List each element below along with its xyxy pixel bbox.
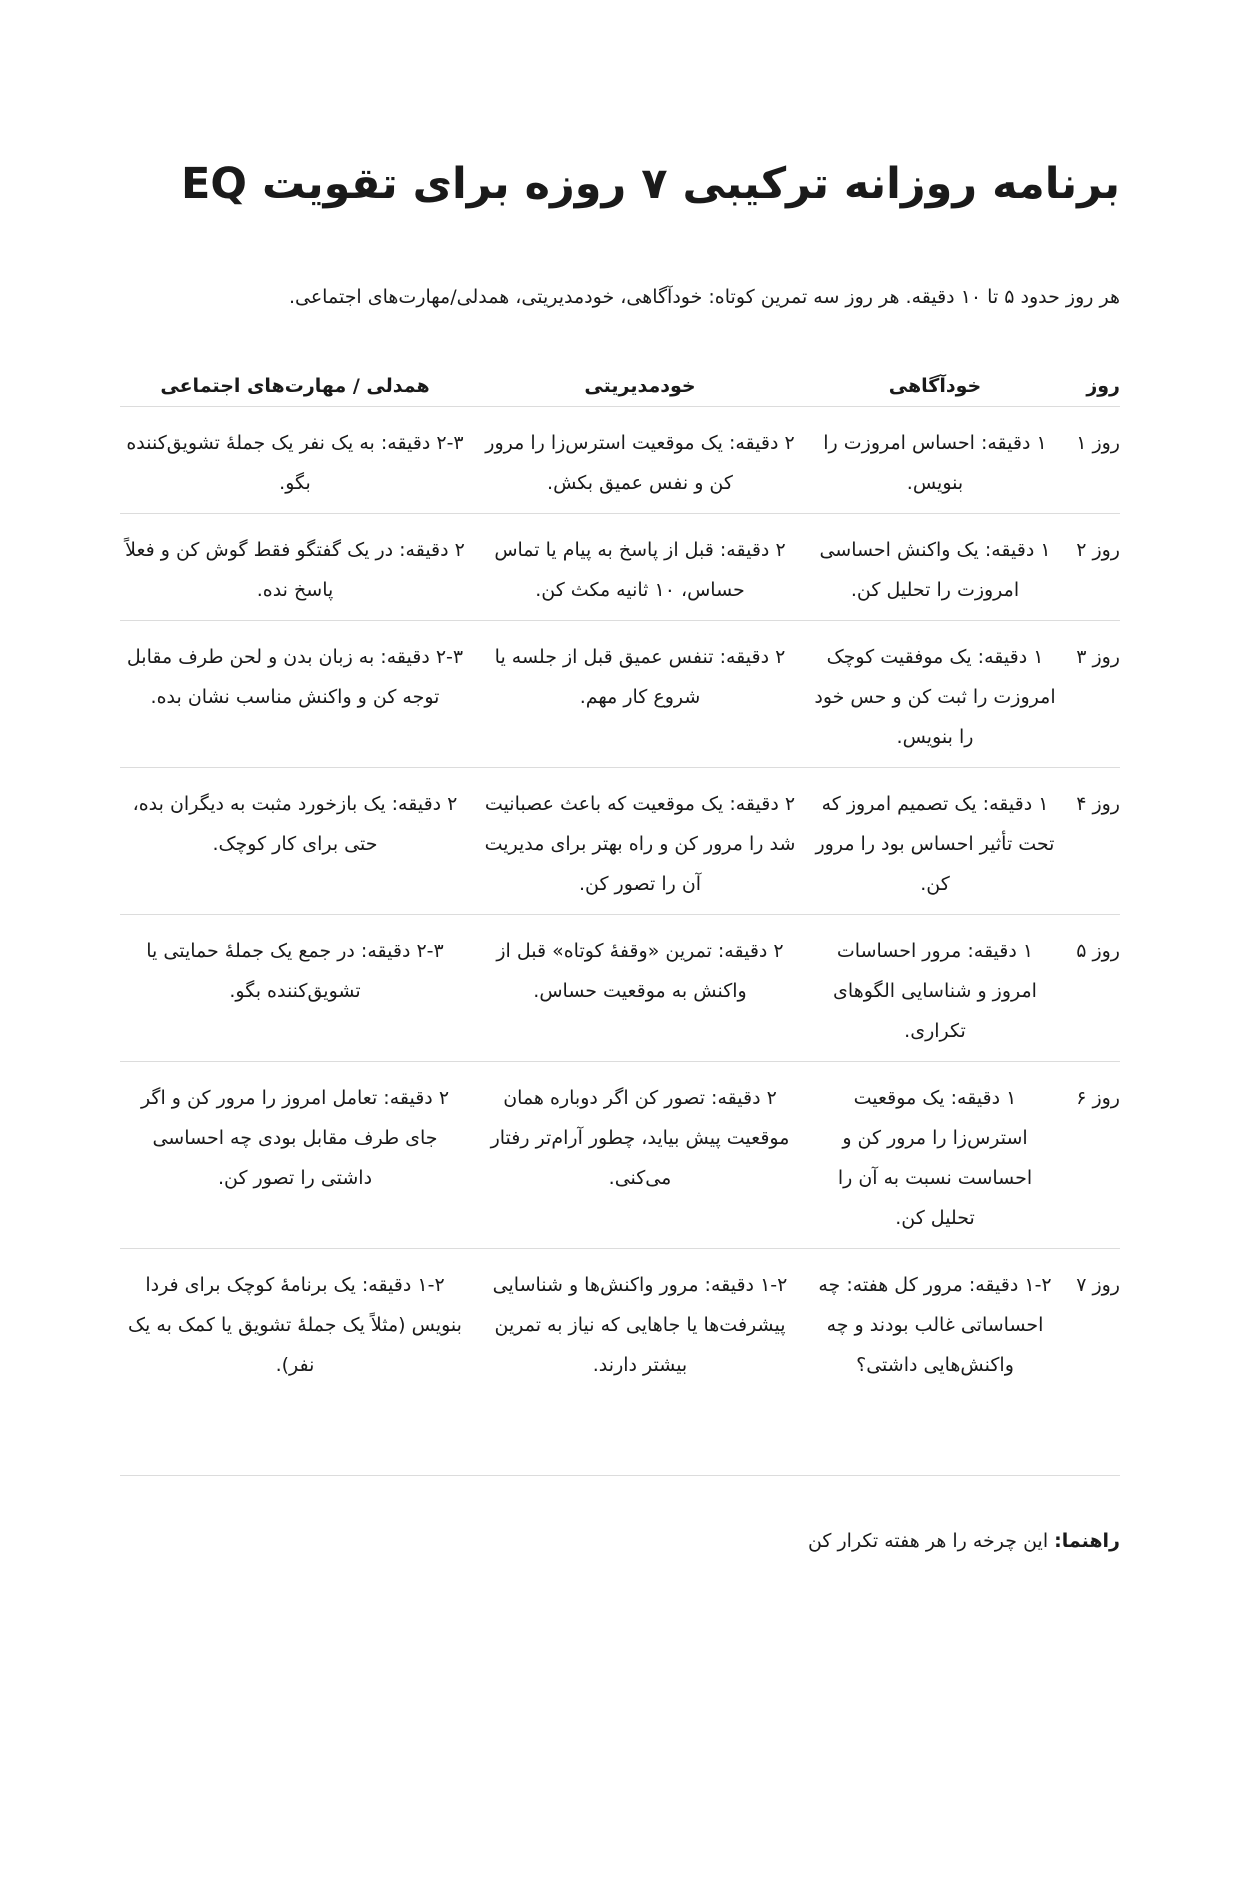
awareness-cell: ۱ دقیقه: یک تصمیم امروز که تحت تأثیر احساس بود را مرور کن. (810, 768, 1060, 915)
awareness-cell: ۱ دقیقه: احساس امروزت را بنویس. (810, 407, 1060, 514)
day-cell: روز ۴ (1060, 768, 1120, 915)
document-page (120, 146, 1120, 1556)
management-cell: ۲ دقیقه: یک موقعیت که باعث عصبانیت شد را مرور کن و راه بهتر برای مدیریت آن را تصور کن. (470, 768, 810, 915)
day-cell: روز ۵ (1060, 915, 1120, 1062)
awareness-cell: ۱ دقیقه: مرور احساسات امروز و شناسایی الگوهای تکراری. (810, 915, 1060, 1062)
management-cell: ۲ دقیقه: یک موقعیت استرس‌زا را مرور کن و نفس عمیق بکش. (470, 407, 810, 514)
footer-label: راهنما: (1054, 1530, 1120, 1552)
empathy-cell: ۲ دقیقه: در یک گفتگو فقط گوش کن و فعلاً پاسخ نده. (120, 514, 470, 621)
header-row (120, 366, 1120, 407)
management-cell: ۲ دقیقه: تنفس عمیق قبل از جلسه یا شروع کار مهم. (470, 621, 810, 768)
management-cell: ۲ دقیقه: تمرین «وقفهٔ کوتاه» قبل از واکنش به موقعیت حساس. (470, 915, 810, 1062)
management-cell: ۲ دقیقه: قبل از پاسخ به پیام یا تماس حساس، ۱۰ ثانیه مکث کن. (470, 514, 810, 621)
table-row (120, 1249, 1120, 1476)
day-cell: روز ۲ (1060, 514, 1120, 621)
footer-note (120, 1526, 1120, 1556)
column-header-empathy: همدلی / مهارت‌های اجتماعی (120, 366, 470, 407)
column-header-day: روز (1060, 366, 1120, 407)
footer-text: این چرخه را هر هفته تکرار کن (807, 1530, 1055, 1552)
empathy-cell: ۲ دقیقه: تعامل امروز را مرور کن و اگر جای طرف مقابل بودی چه احساسی داشتی را تصور کن. (120, 1062, 470, 1249)
empathy-cell: ۲-۳ دقیقه: به یک نفر یک جملهٔ تشویق‌کننده بگو. (120, 407, 470, 514)
awareness-cell: ۱ دقیقه: یک موفقیت کوچک امروزت را ثبت کن و حس خود را بنویس. (810, 621, 1060, 768)
awareness-cell: ۱-۲ دقیقه: مرور کل هفته: چه احساساتی غالب بودند و چه واکنش‌هایی داشتی؟ (810, 1249, 1060, 1476)
day-cell: روز ۱ (1060, 407, 1120, 514)
table-row (120, 915, 1120, 1062)
table-row (120, 1062, 1120, 1249)
page-title: برنامه روزانه ترکیبی ۷ روزه برای تقویت EQ (181, 159, 1120, 209)
management-cell: ۱-۲ دقیقه: مرور واکنش‌ها و شناسایی پیشرفت‌ها یا جاهایی که نیاز به تمرین بیشتر دارند. (470, 1249, 810, 1476)
empathy-cell: ۲-۳ دقیقه: در جمع یک جملهٔ حمایتی یا تشویق‌کننده بگو. (120, 915, 470, 1062)
day-cell: روز ۳ (1060, 621, 1120, 768)
table-row (120, 768, 1120, 915)
empathy-cell: ۲ دقیقه: یک بازخورد مثبت به دیگران بده، حتی برای کار کوچک. (120, 768, 470, 915)
schedule-table (120, 366, 1120, 1476)
awareness-cell: ۱ دقیقه: یک موقعیت استرس‌زا را مرور کن و احساست نسبت به آن را تحلیل کن. (810, 1062, 1060, 1249)
table-row (120, 514, 1120, 621)
empathy-cell: ۱-۲ دقیقه: یک برنامهٔ کوچک برای فردا بنویس (مثلاً یک جملهٔ تشویق یا کمک به یک نفر). (120, 1249, 470, 1476)
column-header-management: خودمدیریتی (470, 366, 810, 407)
management-cell: ۲ دقیقه: تصور کن اگر دوباره همان موقعیت پیش بیاید، چطور آرام‌تر رفتار می‌کنی. (470, 1062, 810, 1249)
day-cell: روز ۷ (1060, 1249, 1120, 1476)
intro-text: هر روز حدود ۵ تا ۱۰ دقیقه. هر روز سه تمرین کوتاه: خودآگاهی، خودمدیریتی، همدلی/مهارت‌های اجتماعی. (288, 286, 1120, 308)
table-row (120, 407, 1120, 514)
awareness-cell: ۱ دقیقه: یک واکنش احساسی امروزت را تحلیل کن. (810, 514, 1060, 621)
column-header-awareness: خودآگاهی (810, 366, 1060, 407)
table-row (120, 621, 1120, 768)
day-cell: روز ۶ (1060, 1062, 1120, 1249)
empathy-cell: ۲-۳ دقیقه: به زبان بدن و لحن طرف مقابل توجه کن و واکنش مناسب نشان بده. (120, 621, 470, 768)
